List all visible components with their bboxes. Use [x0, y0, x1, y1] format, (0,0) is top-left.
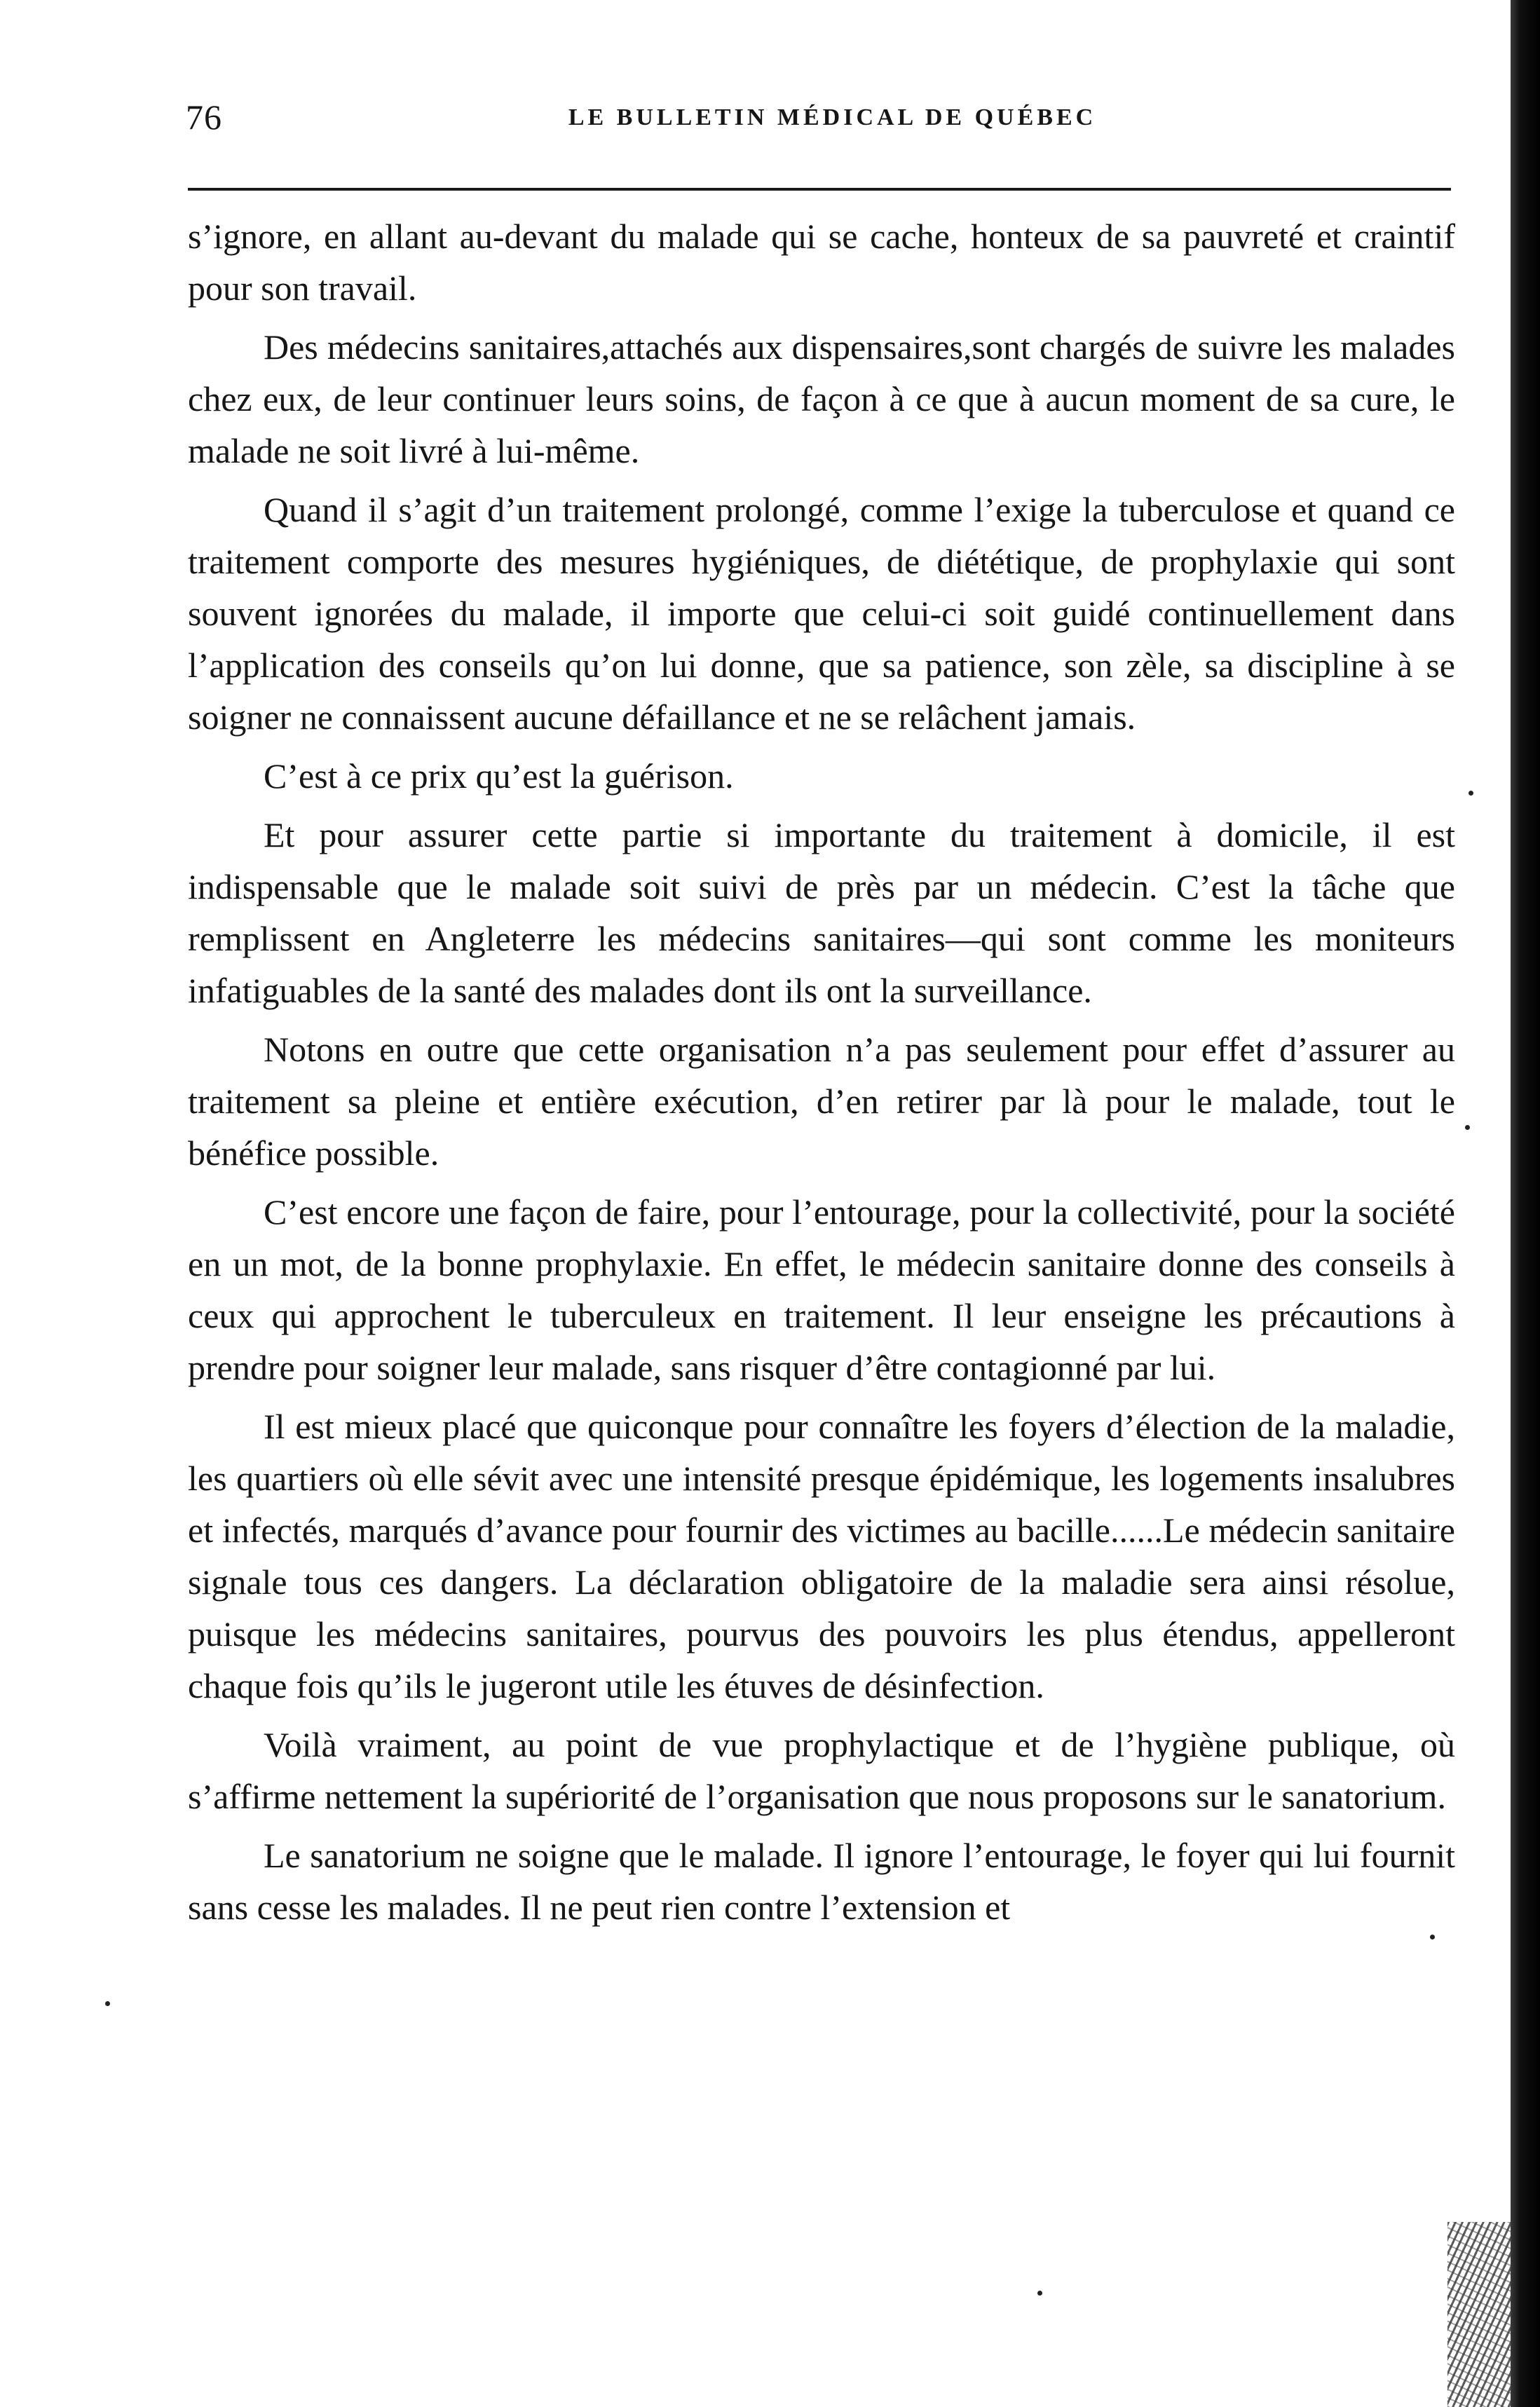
paragraph: Notons en outre que cette organisation n’a pas seulement pour effet d’assurer au traitement sa pleine et entière exécution, d’en retirer par là pour le malade, tout le bénéfice possible.	[188, 1030, 1455, 1173]
paragraph: Quand il s’agit d’un traitement prolongé, comme l’exige la tuberculose et quand ce traitement comporte des mesures hygiéniques, de diététique, de prophylaxie qui sont souvent ignorées du malade, il importe que celui-ci soit guidé continuellement dans l’application des conseils qu’on lui donne, que sa patience, son zèle, sa discipline à se soigner ne connaissent aucune défaillance et ne se relâchent jamais.	[188, 490, 1455, 737]
paragraph: Le sanatorium ne soigne que le malade. Il ignore l’entourage, le foyer qui lui fournit sans cesse les malades. Il ne peut rien contre l’extension et	[188, 1836, 1455, 1927]
scan-speck	[1430, 1935, 1435, 1939]
paragraph: Des médecins sanitaires,attachés aux dispensaires,sont chargés de suivre les malades chez eux, de leur continuer leurs soins, de façon à ce que à aucun moment de sa cure, le malade ne soit livré à lui-même.	[188, 327, 1455, 470]
paragraph: C’est à ce prix qu’est la guérison.	[264, 756, 734, 796]
paragraph: Il est mieux placé que quiconque pour connaître les foyers d’élection de la maladie, les quartiers où elle sévit avec une intensité presque épidémique, les logements insalubres et infectés, marqués d’avance pour fournir des victimes au bacille......Le médecin sanitaire signale tous ces dangers. La déclaration obligatoire de la maladie sera ainsi résolue, puisque les médecins sanitaires, pourvus des pouvoirs les plus étendus, appelleront chaque fois qu’ils le jugeront utile les étuves de désinfection.	[188, 1407, 1455, 1705]
paragraph: C’est encore une façon de faire, pour l’entourage, pour la collectivité, pour la société en un mot, de la bonne prophylaxie. En effet, le médecin sanitaire donne des conseils à ceux qui approchent le tuberculeux en traitement. Il leur enseigne les précautions à prendre pour soigner leur malade, sans risquer d’être contagionné par lui.	[188, 1192, 1455, 1387]
scan-speck	[1037, 2291, 1042, 2296]
paragraph: Voilà vraiment, au point de vue prophylactique et de l’hygiène publique, où s’affirme nettement la supériorité de l’organisation que nous proposons sur le sanatorium.	[188, 1725, 1455, 1816]
scan-speck	[1469, 791, 1473, 796]
scan-speck	[1465, 1125, 1470, 1130]
binding-edge	[1511, 0, 1540, 2407]
header-rule	[188, 188, 1451, 191]
body-text	[188, 210, 1455, 1940]
paragraph: Et pour assurer cette partie si importante du traitement à domicile, il est indispensable que le malade soit suivi de près par un médecin. C’est la tâche que remplissent en Angleterre les médecins sanitaires—qui sont comme les moniteurs infatiguables de la santé des malades dont ils ont la surveillance.	[188, 815, 1455, 1010]
running-title: LE BULLETIN MÉDICAL DE QUÉBEC	[568, 104, 1097, 130]
scan-speck	[105, 2001, 110, 2006]
binding-shadow	[1447, 2222, 1511, 2407]
page-header	[186, 93, 1451, 142]
page-number: 76	[186, 97, 222, 137]
paragraph: s’ignore, en allant au-devant du malade qui se cache, honteux de sa pauvreté et craintif pour son travail.	[188, 217, 1455, 308]
